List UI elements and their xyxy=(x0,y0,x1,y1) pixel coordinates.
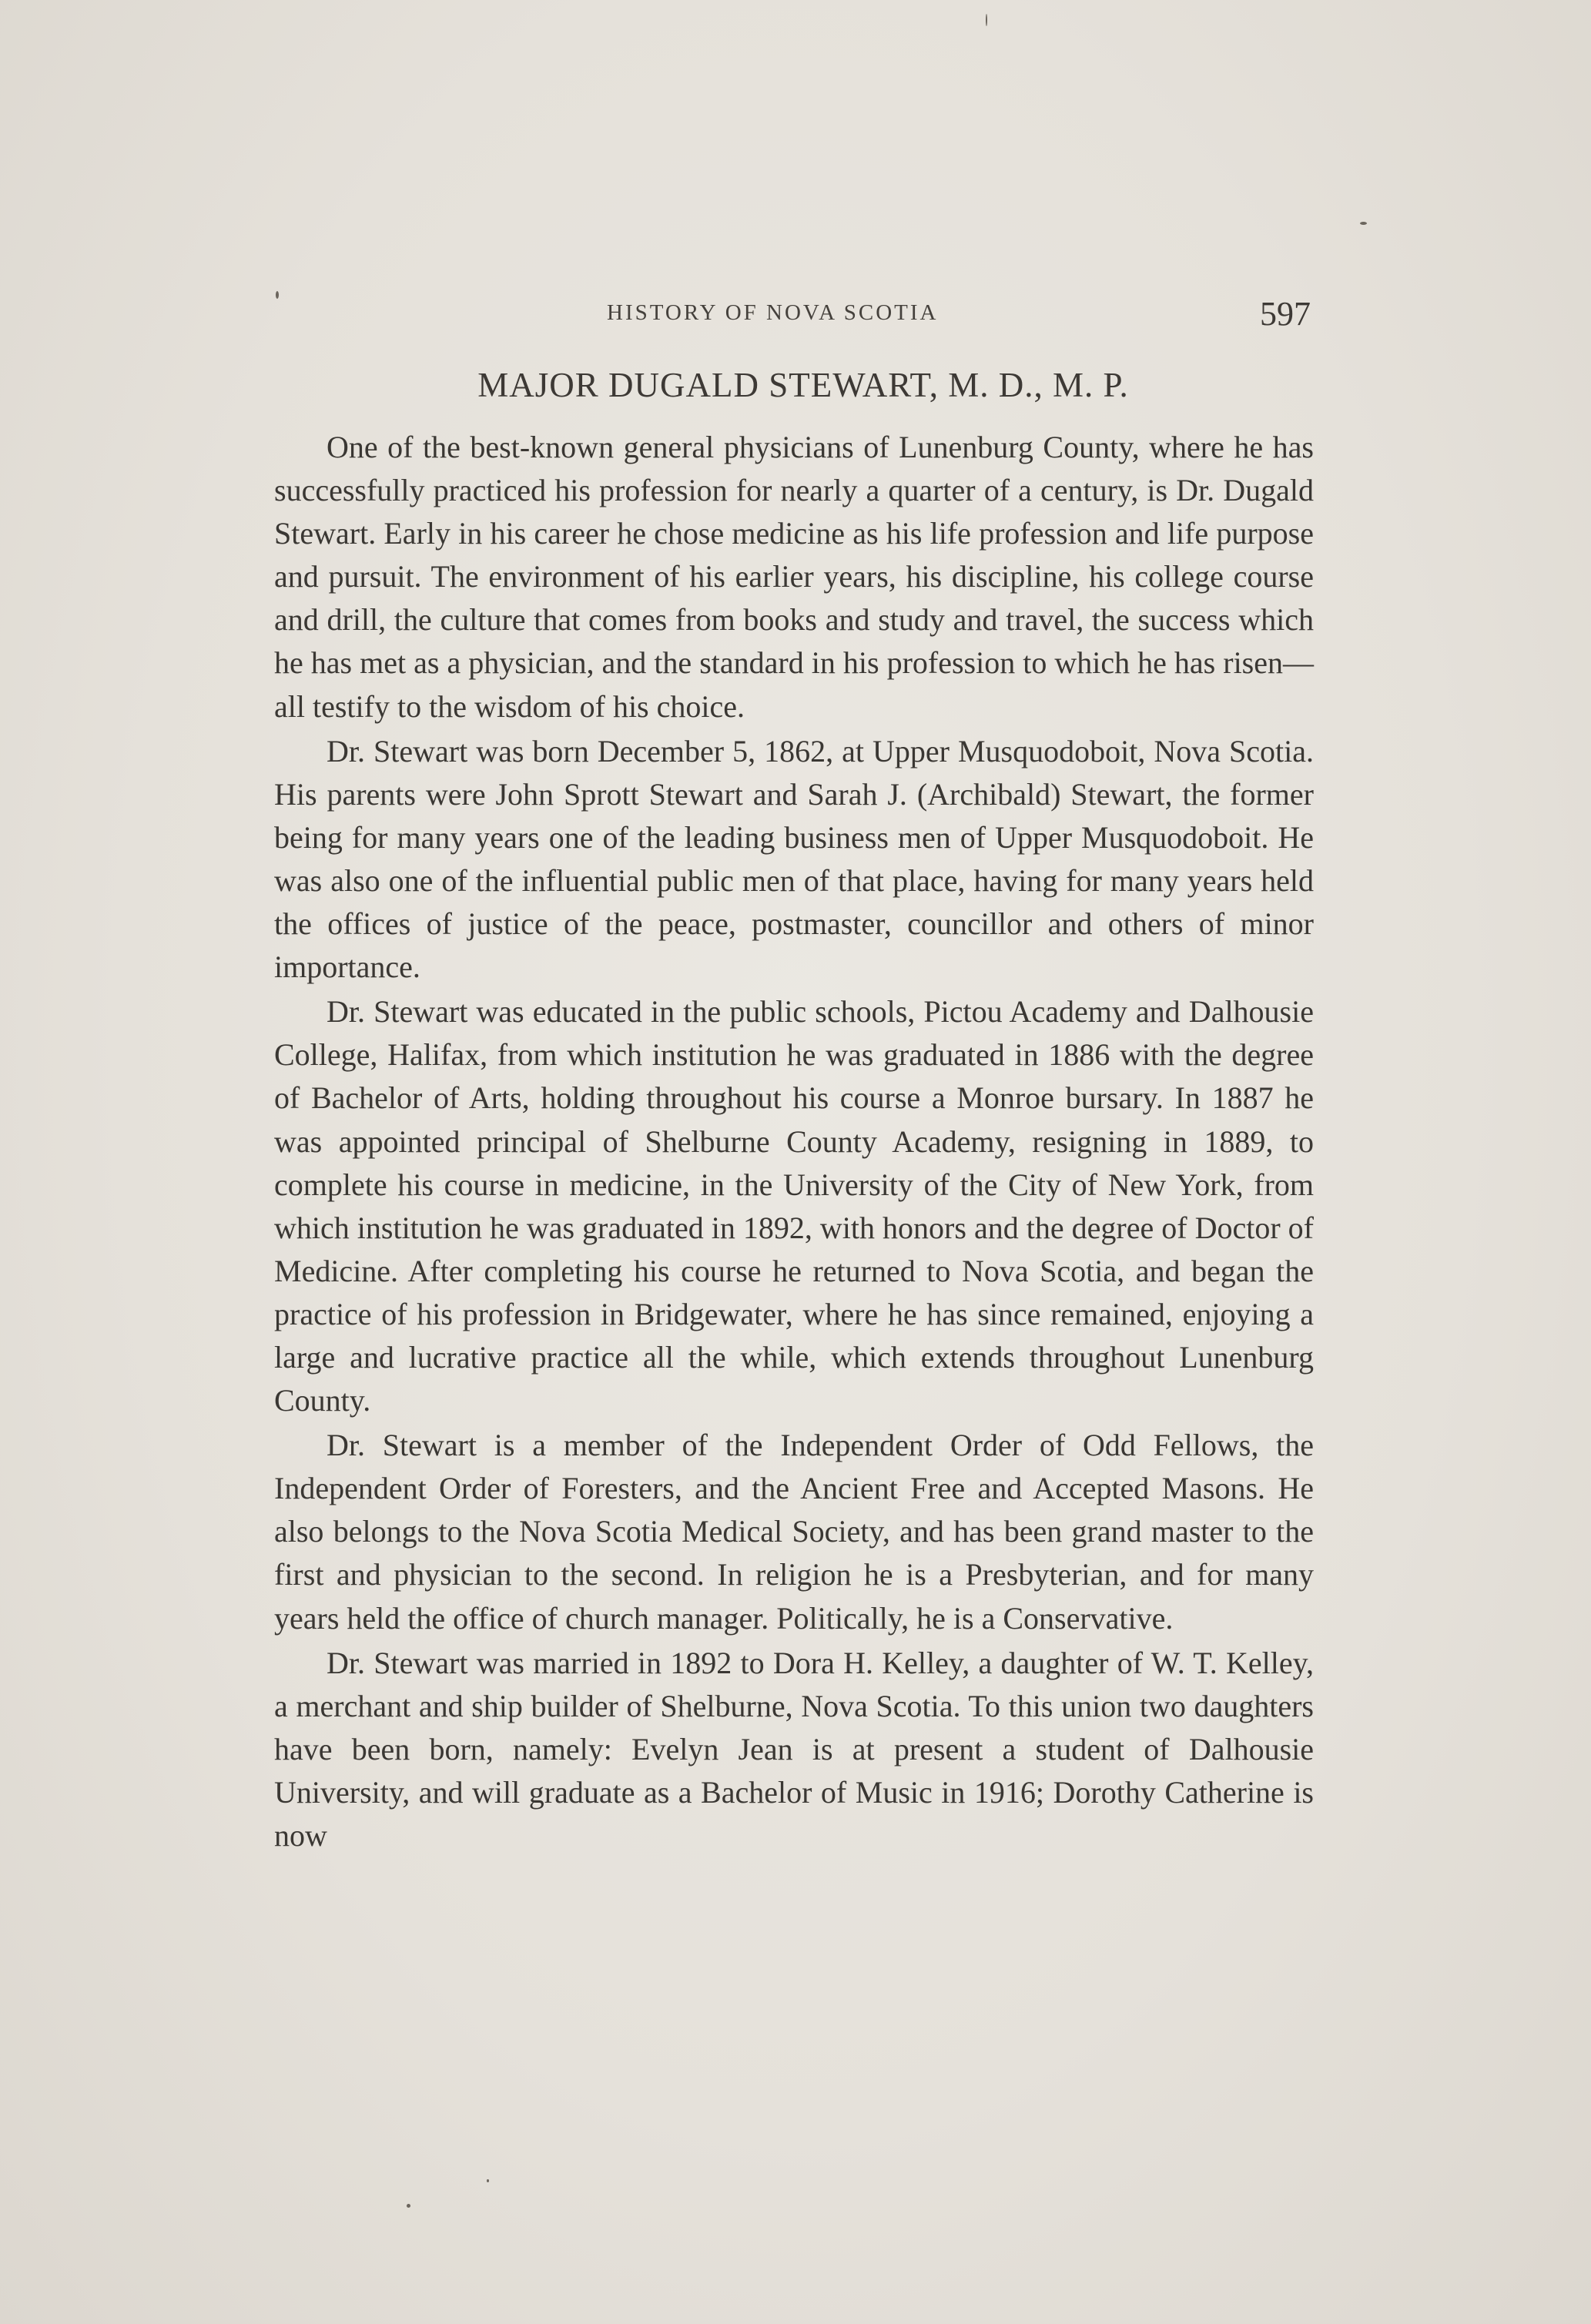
paragraph-1: One of the best-known general physicians of Lunenburg County, where he has successfully practiced his profession for nearly a quarter of a century, is Dr. Dugald Stewart. Early in his career he chose medicine as his life profession and life purpose and pursuit. The environment of his earlier years, his discipline, his college course and drill, the culture that comes from books and study and travel, the success which he has met as a physician, and the standard in his profession to which he has risen—all testify to the wisdom of his choice. xyxy=(274,430,1314,724)
paragraph-5: Dr. Stewart was married in 1892 to Dora H. Kelley, a daughter of W. T. Kelley, a merchant and ship builder of Shelburne, Nova Scotia. To this union two daughters have been born, namely: Evelyn Jean is at present a student of Dalhousie University, and will graduate as a Bachelor of Music in 1916; Dorothy Catherine is now xyxy=(274,1645,1314,1853)
paragraph-3: Dr. Stewart was educated in the public schools, Pictou Academy and Dalhousie College, Halifax, from which institution he was graduated in 1886 with the degree of Bachelor of Arts, holding throughout his course a Monroe bursary. In 1887 he was appointed principal of Shelburne County Academy, resigning in 1889, to complete his course in medicine, in the University of the City of New York, from which institution he was graduated in 1892, with honors and the degree of Doctor of Medicine. After completing his course he returned to Nova Scotia, and began the practice of his profession in Bridgewater, where he has since remained, enjoying a large and lucrative practice all the while, which extends throughout Lunenburg County. xyxy=(274,994,1314,1418)
paper-speck xyxy=(487,2179,489,2182)
paper-speck xyxy=(1360,222,1367,225)
paper-speck xyxy=(276,291,279,299)
page-number: 597 xyxy=(1260,295,1311,333)
paper-speck xyxy=(407,2204,410,2208)
article-title: MAJOR DUGALD STEWART, M. D., M. P. xyxy=(477,366,1129,404)
article-body xyxy=(274,426,1314,1859)
paper-speck xyxy=(986,14,987,26)
paragraph-4: Dr. Stewart is a member of the Independent Order of Odd Fellows, the Independent Order of Foresters, and the Ancient Free and Accepted Masons. He also belongs to the Nova Scotia Medical Society, and has been grand master to the first and physician to the second. In religion he is a Presbyterian, and for many years held the office of church manager. Politically, he is a Conservative. xyxy=(274,1428,1314,1636)
running-head xyxy=(0,294,1591,340)
paragraph-2: Dr. Stewart was born December 5, 1862, at Upper Musquodoboit, Nova Scotia. His parents were John Sprott Stewart and Sarah J. (Archibald) Stewart, the former being for many years one of the leading business men of Upper Musquodoboit. He was also one of the influential public men of that place, having for many years held the offices of justice of the peace, postmaster, councillor and others of minor importance. xyxy=(274,733,1314,985)
running-title: HISTORY OF NOVA SCOTIA xyxy=(607,300,939,325)
